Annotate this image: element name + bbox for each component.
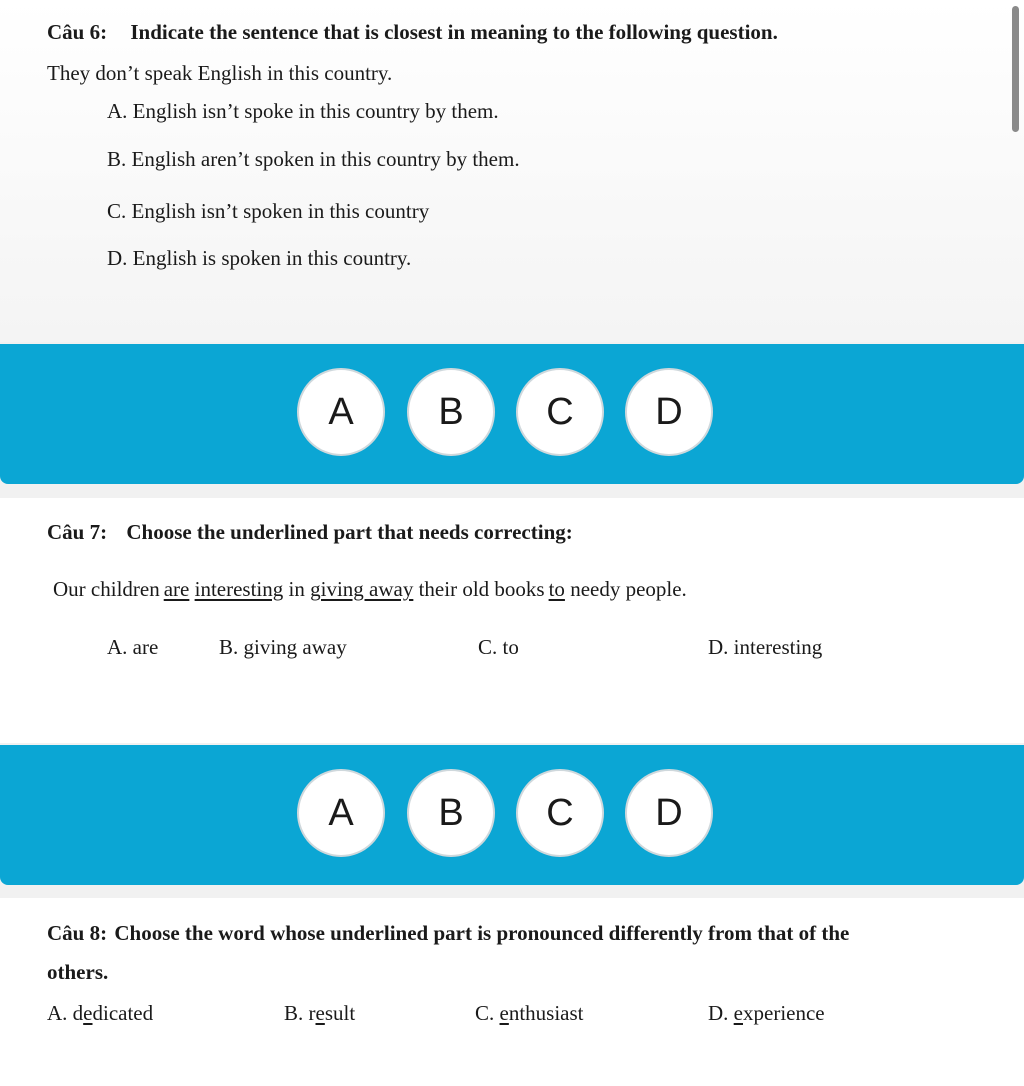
question-8-option-d [708,1001,825,1026]
answer-button-c[interactable]: C [516,368,604,456]
option-prefix: B. r [284,1001,316,1025]
option-rest: sult [324,1001,356,1025]
question-8-option-b [284,1001,355,1026]
answer-button-b[interactable]: B [407,769,495,857]
question-6-title [47,20,778,45]
question-6-option-d: D. English is spoken in this country. [107,246,412,270]
question-7-option-c: C. to [478,635,519,659]
answer-band-question-6 [0,344,1024,484]
question-6-option-b: B. English aren’t spoken in this country by them. [107,147,520,171]
question-6-instruction: Indicate the sentence that is closest in meaning to the following question. [130,20,778,44]
underlined-part-giving-away: giving away [310,577,414,601]
answer-button-a[interactable]: A [297,368,385,456]
question-6-option-a: A. English isn’t spoke in this country by them. [107,99,499,123]
sentence-text: Our children [53,577,160,601]
question-8-instruction: Choose the word whose underlined part is pronounced differently from that of the [114,921,850,945]
question-7-instruction: Choose the underlined part that needs correcting: [126,520,573,544]
option-prefix: C. [475,1001,500,1025]
sentence-text: in [288,577,305,601]
question-7-option-d: D. interesting [708,635,823,659]
underlined-part-to: to [548,577,565,601]
option-rest: nthusiast [508,1001,584,1025]
question-7-card [0,498,1024,743]
underlined-letter: e [83,1001,93,1025]
underlined-letter: e [733,1001,743,1025]
underlined-letter: e [499,1001,509,1025]
answer-band-question-7 [0,745,1024,885]
question-6-option-c: C. English isn’t spoken in this country [107,199,430,223]
question-8-instruction-cont: others. [47,960,109,984]
question-8-card [0,898,1024,1086]
option-prefix: D. [708,1001,734,1025]
option-rest: dicated [92,1001,154,1025]
underlined-part-interesting: interesting [194,577,284,601]
question-8-label: Câu 8: [47,921,108,945]
scrollbar-thumb[interactable] [1012,6,1019,132]
answer-button-b[interactable]: B [407,368,495,456]
option-rest: xperience [743,1001,825,1025]
option-prefix: A. d [47,1001,84,1025]
question-6-card [0,0,1024,342]
sentence-text: needy people. [570,577,687,601]
question-8-option-c [475,1001,584,1026]
scrollbar[interactable] [1008,0,1024,140]
question-7-label: Câu 7: [47,520,108,544]
question-6-prompt: They don’t speak English in this country. [47,61,393,85]
question-7-title [47,520,573,545]
question-7-option-a: A. are [107,635,159,659]
sentence-text: their old books [418,577,545,601]
answer-button-d[interactable]: D [625,769,713,857]
underlined-part-are: are [163,577,190,601]
question-8-option-a [47,1001,153,1026]
underlined-letter: e [315,1001,325,1025]
question-8-title [47,921,849,946]
question-6-label: Câu 6: [47,20,108,44]
answer-button-c[interactable]: C [516,769,604,857]
question-7-option-b: B. giving away [219,635,347,659]
question-7-sentence [53,577,687,602]
answer-button-d[interactable]: D [625,368,713,456]
answer-button-a[interactable]: A [297,769,385,857]
